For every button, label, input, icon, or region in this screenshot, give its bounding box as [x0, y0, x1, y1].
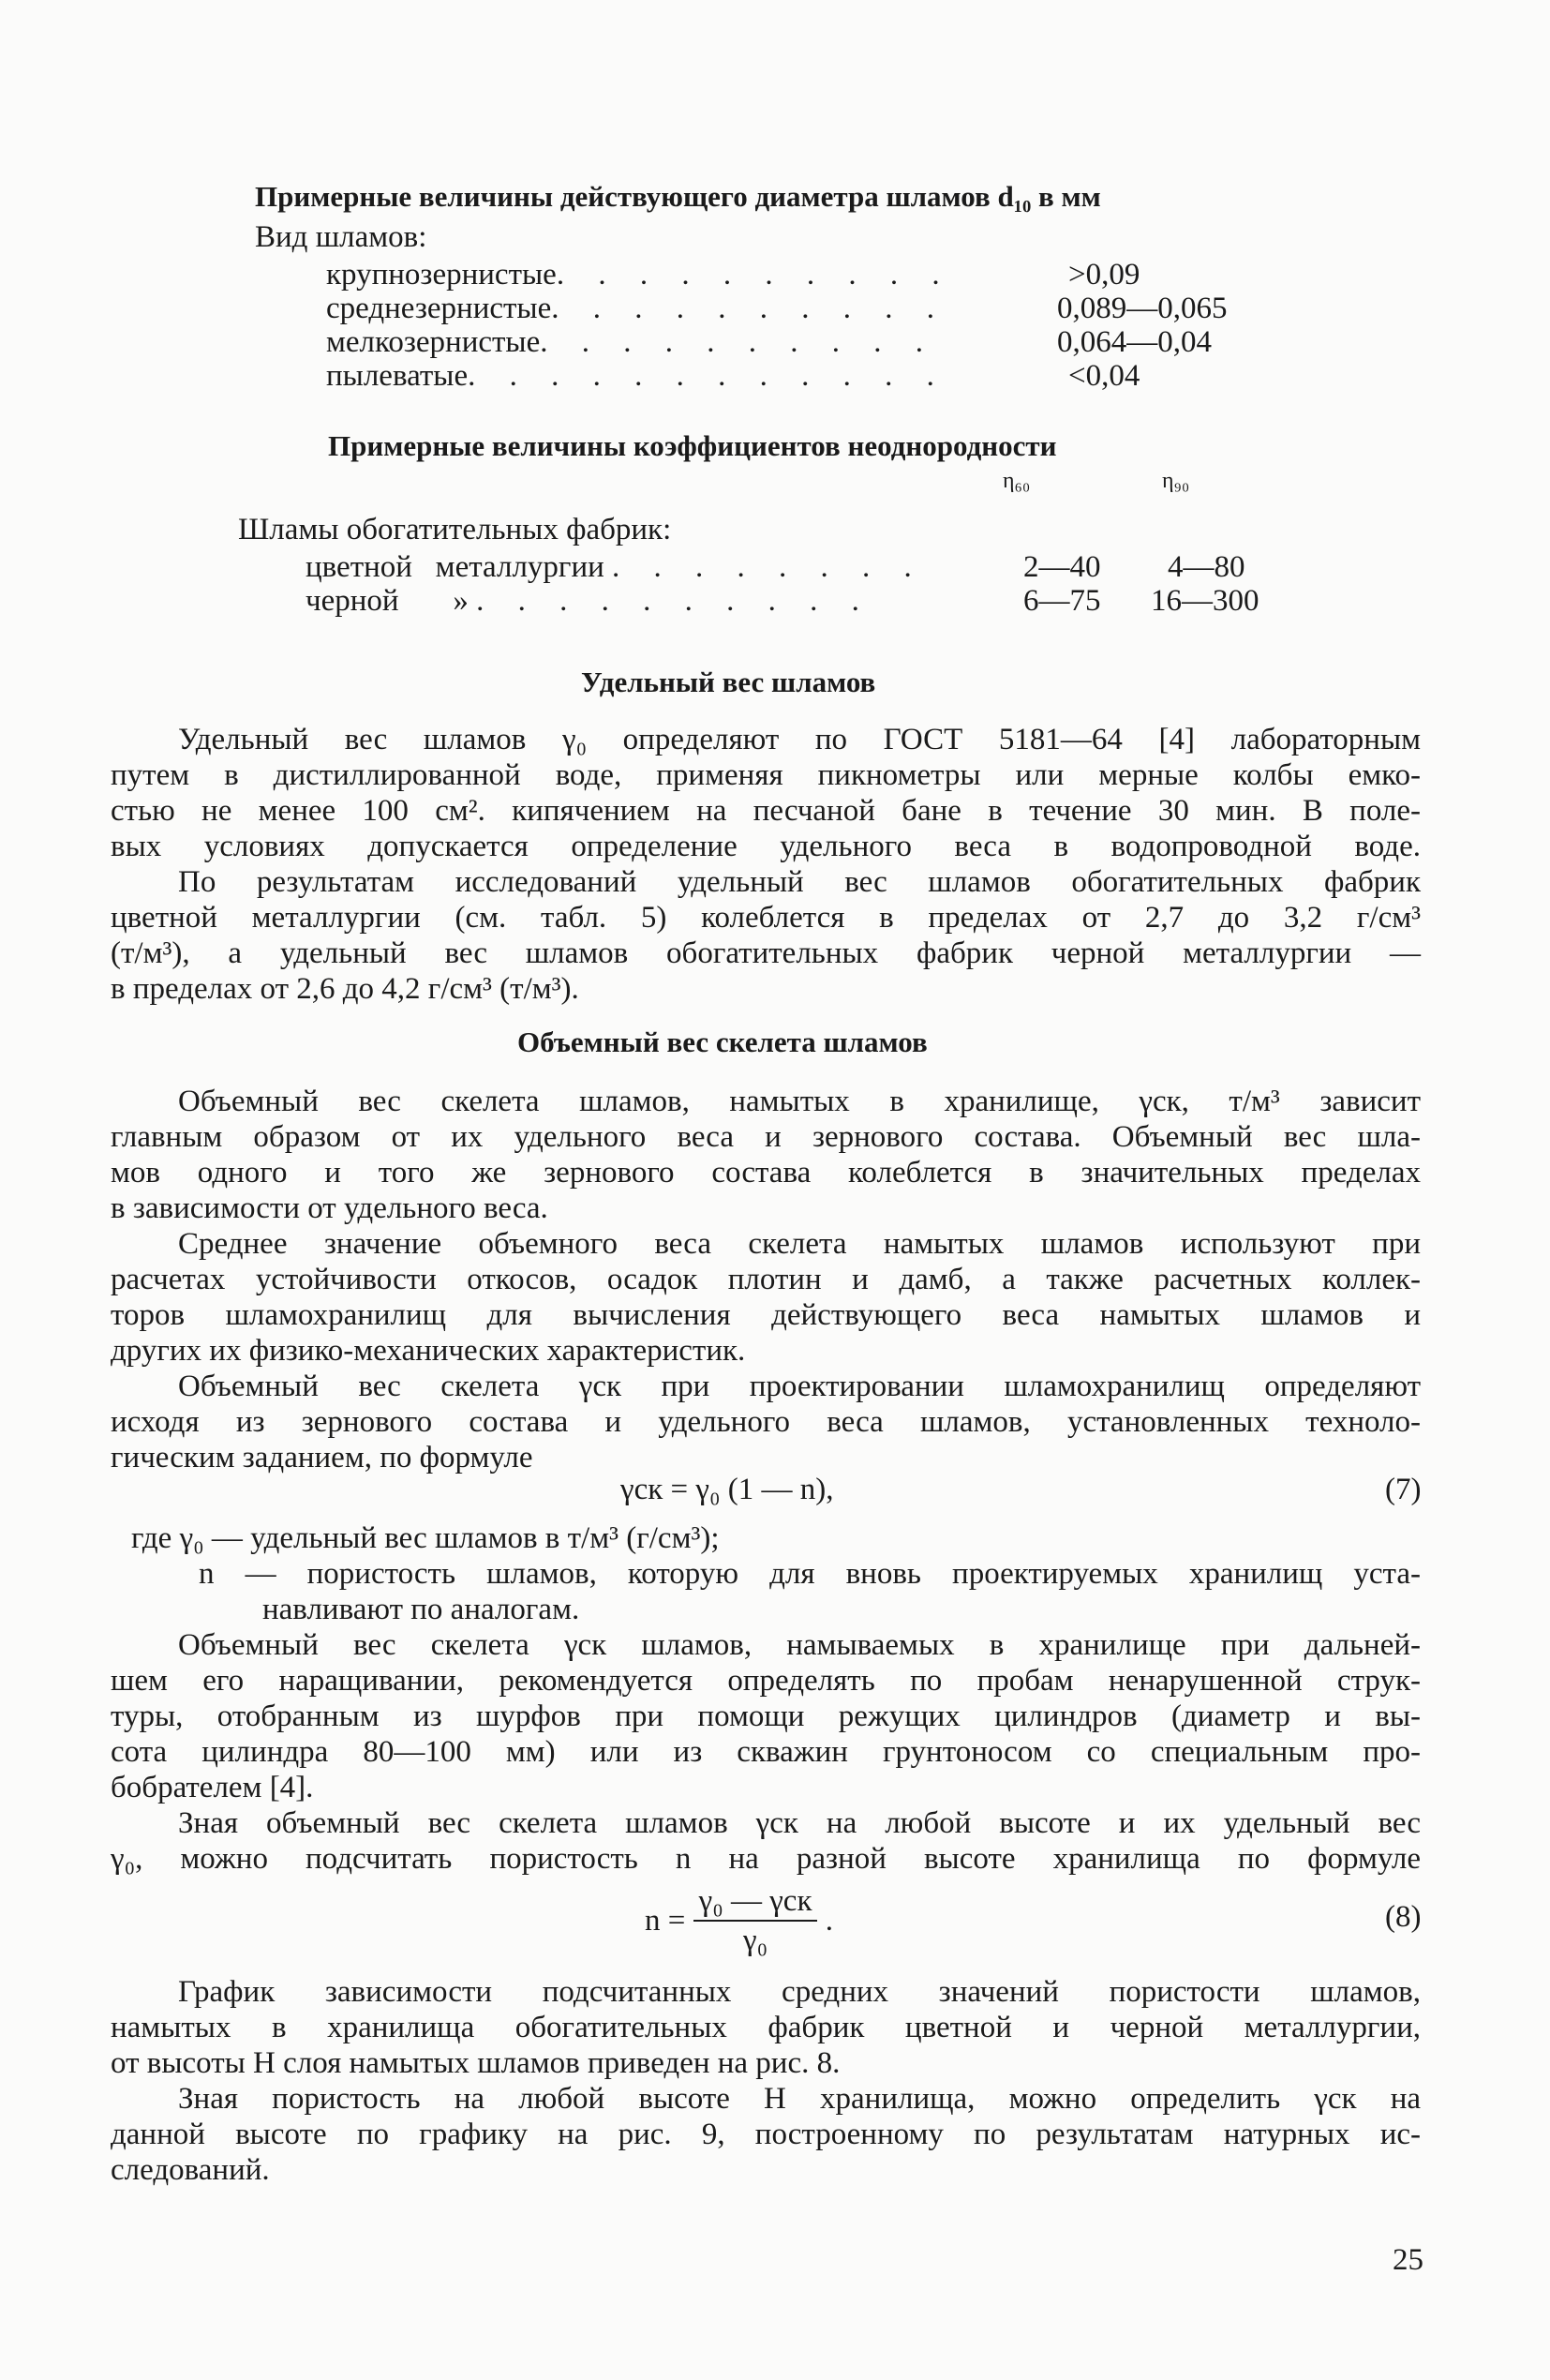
text-line: Объемный вес скелета γск при проектировании шламохранилищ определяют — [178, 1370, 1421, 1403]
text-line: путем в дистиллированной воде, применяя пикнометры или мерные колбы емко- — [111, 758, 1421, 792]
specific-paragraph-2 — [111, 864, 1421, 1007]
row-label: пылеватые — [326, 359, 469, 393]
volume-paragraph-6 — [111, 1974, 1421, 2081]
volume-paragraph-2 — [111, 1226, 1421, 1369]
text-line: По результатам исследований удельный вес шламов обогатительных фабрик — [178, 865, 1421, 899]
row-label: черной » — [306, 584, 469, 618]
text-line: Объемный вес скелета шламов, намытых в хранилище, γск, т/м³ зависит — [178, 1085, 1421, 1118]
where-line-2-block — [199, 1556, 1421, 1592]
diameter-row — [326, 358, 947, 394]
text-line: следований. — [111, 2153, 270, 2187]
page-number: 25 — [1393, 2243, 1423, 2277]
formula-8-denominator: γ₀ — [743, 1923, 768, 1957]
specific-paragraph-1 — [111, 722, 1421, 864]
text-line: стью не менее 100 см². кипячением на песчаной бане в течение 30 мин. В поле- — [111, 794, 1421, 828]
row-label: среднезернистые — [326, 292, 552, 325]
coeff-v2: 4—80 — [1168, 550, 1245, 584]
row-value: >0,09 — [1068, 258, 1140, 292]
specific-section-title: Удельный вес шламов — [581, 666, 876, 698]
text-line: Удельный вес шламов γ₀ определяют по ГОСТ 5181—64 [4] лабораторным — [178, 723, 1421, 756]
volume-section-title: Объемный вес скелета шламов — [517, 1025, 928, 1058]
diameter-row — [326, 257, 953, 292]
text-line: туры, отобранным из шурфов при помощи режущих цилиндров (диаметр и вы- — [111, 1699, 1421, 1733]
text-line: Объемный вес скелета γск шламов, намываемых в хранилище при дальней- — [178, 1628, 1421, 1662]
text-line: в пределах от 2,6 до 4,2 г/см³ (т/м³). — [111, 972, 579, 1006]
text-line: в зависимости от удельного веса. — [111, 1191, 548, 1225]
formula-8-tail: . — [825, 1904, 833, 1938]
text-line: График зависимости подсчитанных средних значений пористости шламов, — [178, 1975, 1421, 2009]
diameter-row — [326, 324, 936, 360]
volume-paragraph-1 — [111, 1084, 1421, 1226]
text-line: n — пористость шламов, которую для вновь проектируемых хранилищ уста- — [199, 1557, 1421, 1591]
eta60-header: η₆₀ — [1003, 469, 1031, 493]
diameter-row — [326, 291, 947, 326]
volume-paragraph-7 — [111, 2081, 1421, 2188]
where-line-1: где γ₀ — удельный вес шламов в т/м³ (г/см³); — [131, 1521, 720, 1555]
row-value: <0,04 — [1068, 359, 1140, 393]
where-line-2b: навливают по аналогам. — [262, 1593, 580, 1626]
coeff-v2: 16—300 — [1151, 584, 1259, 618]
volume-paragraph-5 — [111, 1805, 1421, 1877]
text-line: γ₀, можно подсчитать пористость n на разной высоте хранилища по формуле — [111, 1842, 1421, 1876]
row-label: мелкозернистые — [326, 325, 541, 359]
diameter-subtitle: Вид шламов: — [255, 220, 427, 254]
row-label: цветной металлургии — [306, 550, 604, 584]
diameter-section-title: Примерные величины действующего диаметра шламов d₁₀ в мм — [255, 180, 1101, 213]
text-line: главным образом от их удельного веса и зернового состава. Объемный вес шла- — [111, 1120, 1421, 1154]
text-line: гическим заданием, по формуле — [111, 1441, 533, 1474]
row-dots: . . . . . . . . . . — [551, 292, 947, 325]
text-line: вых условиях допускается определение удельного веса в водопроводной воде. — [111, 830, 1421, 863]
coeff-section-title: Примерные величины коэффициентов неоднородности — [328, 429, 1057, 462]
text-line: Зная объемный вес скелета шламов γск на любой высоте и их удельный вес — [178, 1806, 1421, 1840]
text-line: исходя из зернового состава и удельного веса шламов, установленных техноло- — [111, 1405, 1421, 1439]
text-line: Среднее значение объемного веса скелета намытых шламов используют при — [178, 1227, 1421, 1261]
formula-8 — [645, 1882, 833, 1959]
coeff-row — [306, 583, 872, 619]
formula-8-numerator: γ₀ — γск — [693, 1882, 818, 1922]
text-line: (т/м³), а удельный вес шламов обогатительных фабрик черной металлургии — — [111, 936, 1421, 970]
text-line: намытых в хранилища обогатительных фабрик цветной и черной металлургии, — [111, 2011, 1421, 2044]
formula-8-fraction — [693, 1882, 818, 1959]
row-dots: . . . . . . . . . . — [476, 584, 872, 618]
row-dots: . . . . . . . . . . . . — [468, 359, 947, 393]
eta90-header: η₉₀ — [1162, 469, 1190, 493]
text-line: данной высоте по графику на рис. 9, построенному по результатам натурных ис- — [111, 2118, 1421, 2151]
text-line: бобрателем [4]. — [111, 1771, 314, 1804]
row-value: 0,064—0,04 — [1057, 325, 1212, 359]
coeff-subtitle: Шламы обогатительных фабрик: — [238, 513, 672, 546]
formula-7: γск = γ₀ (1 — n), — [620, 1473, 834, 1506]
row-dots: . . . . . . . . . . — [540, 325, 936, 359]
text-line: сота цилиндра 80—100 мм) или из скважин грунтоносом со специальным про- — [111, 1735, 1421, 1769]
row-label: крупнозернистые — [326, 258, 557, 292]
formula-8-lhs: n = — [645, 1904, 686, 1938]
text-line: расчетах устойчивости откосов, осадок плотин и дамб, а также расчетных коллек- — [111, 1263, 1421, 1296]
row-dots: . . . . . . . . . . — [556, 258, 953, 292]
row-value: 0,089—0,065 — [1057, 292, 1228, 325]
row-dots: . . . . . . . . — [612, 550, 925, 584]
text-line: мов одного и того же зернового состава колеблется в значительных пределах — [111, 1156, 1421, 1190]
coeff-v1: 6—75 — [1023, 584, 1101, 618]
text-line: Зная пористость на любой высоте Н хранилища, можно определить γск на — [178, 2082, 1421, 2116]
text-line: шем его наращивании, рекомендуется определять по пробам ненарушенной струк- — [111, 1664, 1421, 1698]
formula-8-number: (8) — [1385, 1900, 1422, 1934]
text-line: от высоты Н слоя намытых шламов приведен на рис. 8. — [111, 2046, 841, 2080]
volume-paragraph-3 — [111, 1369, 1421, 1475]
text-line: цветной металлургии (см. табл. 5) колеблется в пределах от 2,7 до 3,2 г/см³ — [111, 901, 1421, 935]
text-line: торов шламохранилищ для вычисления действующего веса намытых шламов и — [111, 1298, 1421, 1332]
volume-paragraph-4 — [111, 1627, 1421, 1805]
text-line: других их физико-механических характеристик. — [111, 1334, 746, 1368]
formula-7-number: (7) — [1385, 1473, 1422, 1506]
coeff-v1: 2—40 — [1023, 550, 1101, 584]
coeff-row — [306, 549, 925, 585]
